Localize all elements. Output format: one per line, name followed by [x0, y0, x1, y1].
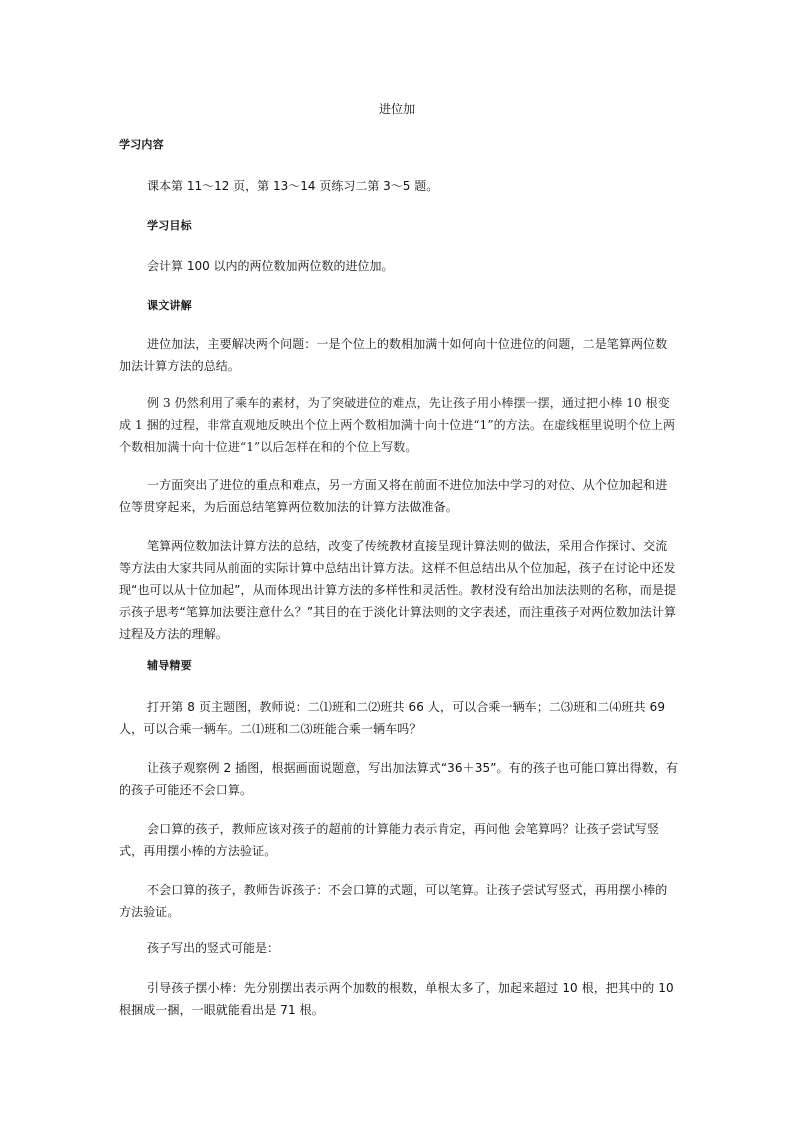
learning-content-text: 课本第 11～12 页，第 13～14 页练习二第 3～5 题。 — [147, 179, 439, 193]
guidance-paragraph-2: 让孩子观察例 2 插图，根据画面说题意，写出加法算式“36＋35”。有的孩子也可能口算出得数，有的孩子可能还不会口算。 — [119, 761, 679, 797]
guidance-paragraph-4: 不会口算的孩子，教师告诉孩子：不会口算的式题，可以笔算。让孩子尝试写竖式，再用摆小棒的方法验证。 — [119, 883, 668, 919]
section-heading-guidance: 辅导精要 — [147, 659, 192, 672]
section-heading-learning-content: 学习内容 — [119, 138, 164, 151]
lesson-paragraph-1: 进位加法，主要解决两个问题：一是个位上的数相加满十如何向十位进位的问题，二是笔算两位数加法计算方法的总结。 — [119, 337, 668, 373]
lesson-paragraph-4: 笔算两位数加法计算方法的总结，改变了传统教材直接呈现计算法则的做法，采用合作探讨、交流等方法由大家共同从前面的实际计算中总结出计算方法。这样不但总结出从个位加起，孩子在讨论中还发现“也可以从十位加起”，从而体现出计算方法的多样性和灵活性。教材没有给出加法法则的名称，而是提示孩子思考“笔算加法要注意什么？”其目的在于淡化计算法则的文字表述，而注重孩子对两位数加法计算过程及方法的理解。 — [119, 539, 677, 641]
lesson-paragraph-2: 例 3 仍然利用了乘车的素材，为了突破进位的难点，先让孩子用小棒摆一摆，通过把小棒 10 根变成 1 捆的过程，非常直观地反映出个位上两个数相加满十向十位进“1”的方法。在虚线框里说明个位上两个数相加满十向十位进“1”以后怎样在和的个位上写数。 — [119, 396, 676, 454]
guidance-paragraph-3: 会口算的孩子，教师应该对孩子的超前的计算能力表示肯定，再问他 会笔算吗？让孩子尝试写竖式，再用摆小棒的方法验证。 — [119, 822, 660, 858]
learning-goal-text: 会计算 100 以内的两位数加两位数的进位加。 — [147, 259, 394, 273]
document-title: 进位加 — [378, 102, 415, 116]
guidance-paragraph-6: 引导孩子摆小棒：先分别摆出表示两个加数的根数，单根太多了，加起来超过 10 根，把其中的 10 根捆成一捆，一眼就能看出是 71 根。 — [119, 981, 674, 1017]
guidance-paragraph-5: 孩子写出的竖式可能是： — [147, 941, 280, 955]
section-heading-learning-goal: 学习目标 — [147, 219, 192, 232]
lesson-paragraph-3: 一方面突出了进位的重点和难点，另一方面又将在前面不进位加法中学习的对位、从个位加起和进位等贯穿起来，为后面总结笔算两位数加法的计算方法做准备。 — [119, 478, 668, 514]
section-heading-lesson-explain: 课文讲解 — [147, 299, 192, 312]
guidance-paragraph-1: 打开第 8 页主题图，教师说：二⑴班和二⑵班共 66 人，可以合乘一辆车；二⑶班和二⑷班共 69 人，可以合乘一辆车。二⑴班和二⑶班能合乘一辆车吗？ — [119, 700, 666, 736]
